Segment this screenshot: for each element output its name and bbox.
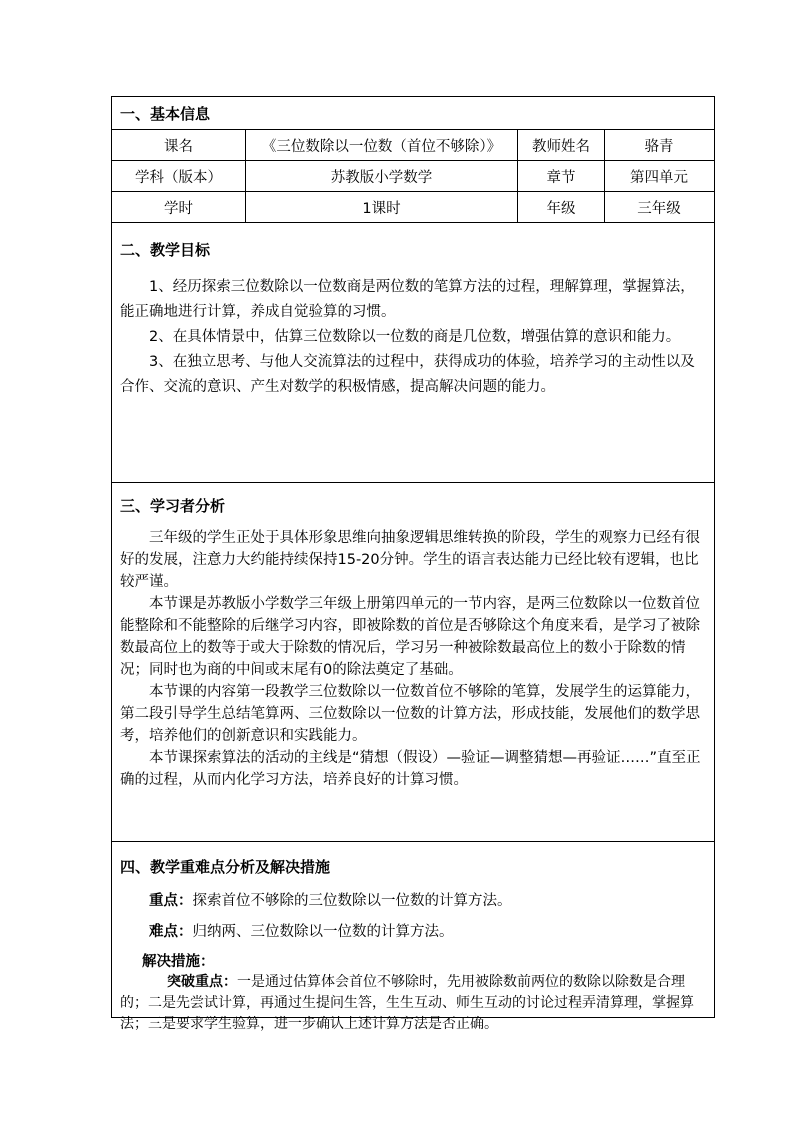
info-row-subject — [112, 161, 714, 192]
course-name-value: 《三位数除以一位数（首位不够除）》 — [246, 130, 518, 160]
course-name-label: 课名 — [112, 130, 246, 160]
grade-label: 年级 — [518, 192, 605, 222]
teacher-name-value: 骆青 — [644, 138, 674, 155]
teaching-objectives-section — [112, 223, 714, 482]
section4-heading: 四、教学重难点分析及解决措施 — [120, 858, 331, 876]
section1-heading-row — [112, 97, 714, 130]
grade-value: 三年级 — [637, 200, 681, 217]
section3-row — [112, 483, 714, 842]
measures-heading — [120, 952, 708, 972]
teacher-name-label: 教师姓名 — [518, 130, 605, 160]
subject-value: 苏教版小学数学 — [246, 161, 518, 191]
section1-heading: 一、基本信息 — [120, 104, 211, 123]
breakthrough-paragraph — [120, 972, 708, 1035]
section2-heading: 二、教学目标 — [120, 241, 211, 259]
key-point-text: 探索首位不够除的三位数除以一位数的计算方法。 — [192, 893, 512, 909]
difficult-point-label: 难点： — [149, 924, 193, 940]
chapter-label: 章节 — [518, 161, 605, 191]
learner-paragraph-3: 本节课的内容第一段教学三位数除以一位数首位不够除的笔算，发展学生的运算能力，第二段引导学生总结笔算两、三位数除以一位数的计算方法，形成技能，发展他们的数学思考，培养他们的创新意识和实践能力。 — [120, 684, 700, 744]
learner-paragraph-4: 本节课探索算法的活动的主线是“猜想（假设）—验证—调整猜想—再验证……”直至正确的过程，从而内化学习方法，培养良好的计算习惯。 — [120, 750, 701, 788]
hours-value: 1课时 — [246, 192, 518, 222]
learner-paragraph-1: 三年级的学生正处于具体形象思维向抽象逻辑思维转换的阶段，学生的观察力已经有很好的发展，注意力大约能持续保持15-20分钟。学生的语言表达能力已经比较有逻辑，也比较严谨。 — [120, 530, 700, 590]
breakthrough-text: 一是通过估算体会首位不够除时，先用被除数前两位的数除以除数是合理的；二是先尝试计算，再通过生提问生答，生生互动、师生互动的讨论过程弄清算理，掌握算法；三是要求学生验算，进一步确认上述计算方法是否正确。 — [120, 974, 694, 1032]
info-row-course — [112, 130, 714, 161]
objective-paragraph-1: 1、经历探索三位数除以一位数商是两位数的笔算方法的过程，理解算理，掌握算法，能正确地进行计算，养成自觉验算的习惯。 — [120, 279, 695, 320]
key-point-label: 重点： — [149, 893, 193, 909]
section3-heading: 三、学习者分析 — [120, 497, 226, 515]
key-difficulty-section — [112, 842, 714, 1032]
subject-label: 学科（版本） — [112, 161, 246, 191]
section2-row — [112, 223, 714, 483]
section4-row — [112, 842, 714, 1032]
learner-analysis-section — [112, 483, 714, 841]
learner-paragraph-2: 本节课是苏教版小学数学三年级上册第四单元的一节内容，是两三位数除以一位数首位能整除和不能整除的后继学习内容，即被除数的首位是否够除这个角度来看，是学习了被除数最高位上的数等于或大于除数的情况后，学习另一种被除数最高位上的数小于除数的情况；同时也为商的中间或末尾有0的除法奠定了基础。 — [120, 596, 700, 678]
difficult-point-text: 归纳两、三位数除以一位数的计算方法。 — [192, 924, 454, 940]
objective-paragraph-3: 3、在独立思考、与他人交流算法的过程中，获得成功的体验，培养学习的主动性以及合作、交流的意识、产生对数学的积极情感，提高解决问题的能力。 — [120, 354, 695, 395]
lesson-plan-table — [111, 96, 715, 1032]
hours-label: 学时 — [112, 192, 246, 222]
measures-label: 解决措施： — [142, 954, 215, 970]
difficult-point — [120, 921, 708, 943]
info-row-hours — [112, 192, 714, 223]
key-point — [120, 890, 708, 912]
chapter-value: 第四单元 — [630, 169, 688, 186]
objective-paragraph-2: 2、在具体情景中，估算三位数除以一位数的商是几位数，增强估算的意识和能力。 — [149, 329, 681, 345]
breakthrough-label: 突破重点： — [167, 974, 237, 990]
